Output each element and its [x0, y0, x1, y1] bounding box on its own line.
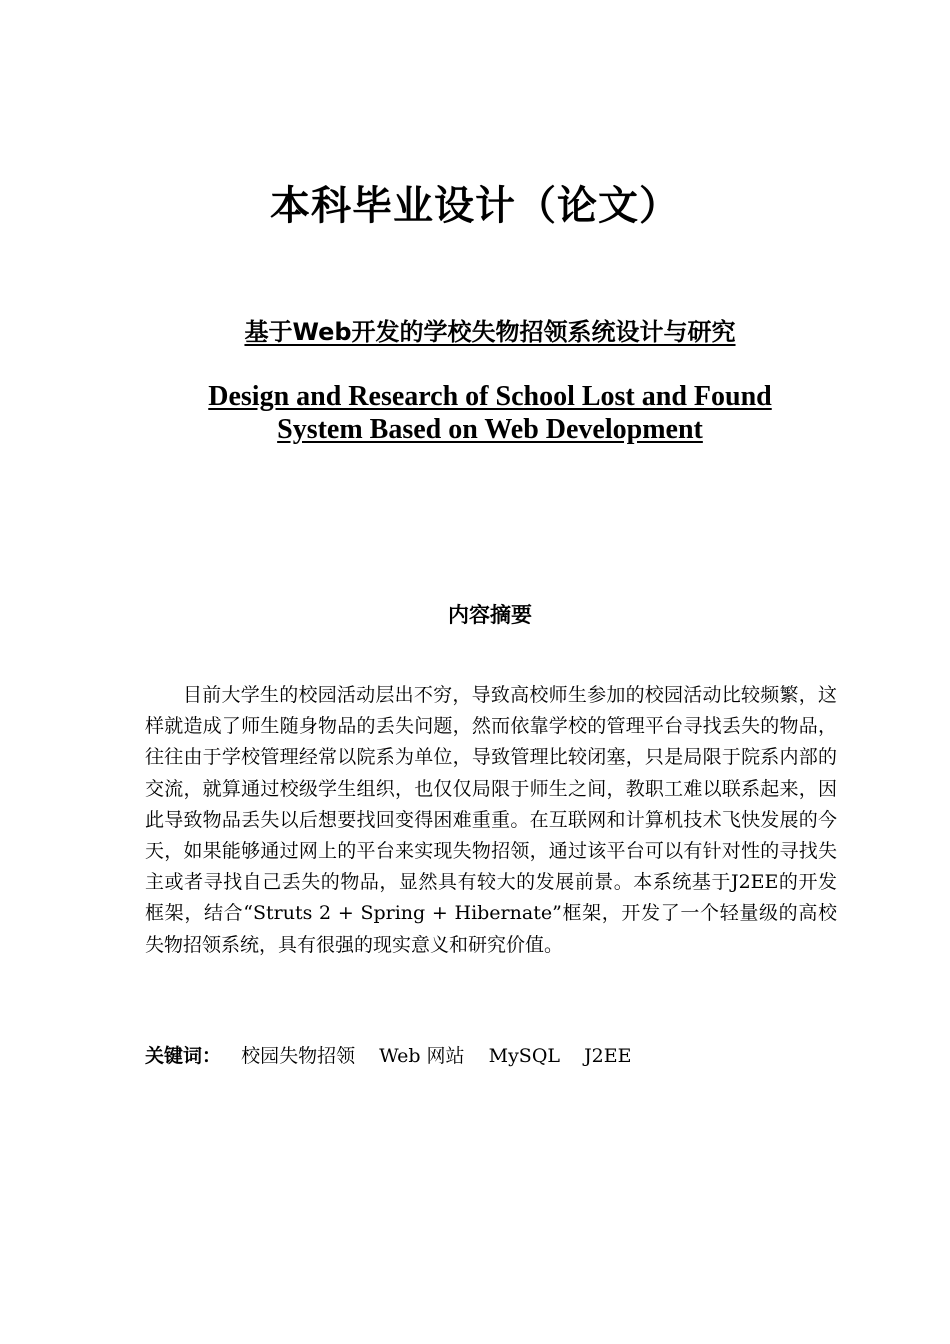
keyword-item: J2EE [584, 1045, 632, 1067]
chinese-thesis-title: 基于Web开发的学校失物招领系统设计与研究 [244, 318, 736, 346]
thesis-type-title: 本科毕业设计（论文） [270, 183, 680, 229]
keywords-line [145, 1040, 837, 1072]
abstract-heading: 内容摘要 [448, 603, 532, 627]
keyword-item: 校园失物招领 [241, 1045, 356, 1067]
abstract-paragraph: 目前大学生的校园活动层出不穷，导致高校师生参加的校园活动比较频繁，这样就造成了师生随身物品的丢失问题，然而依靠学校的管理平台寻找丢失的物品，往往由于学校管理经常以院系为单位，导致管理比较闭塞，只是局限于院系内部的交流，就算通过校级学生组织，也仅仅局限于师生之间，教职工难以联系起来，因此导致物品丢失以后想要找回变得困难重重。在互联网和计算机技术飞快发展的今天，如果能够通过网上的平台来实现失物招领，通过该平台可以有针对性的寻找失主或者寻找自己丢失的物品，显然具有较大的发展前景。本系统基于J2EE的开发框架，结合“Struts 2 + Spring + Hibernate”框架，开发了一个轻量级的高校失物招领系统，具有很强的现实意义和研究价值。 [145, 684, 837, 956]
keyword-item: Web 网站 [379, 1045, 465, 1067]
keywords-label: 关键词： [145, 1045, 222, 1067]
english-title-line-2: System Based on Web Development [277, 414, 703, 445]
keyword-item: MySQL [488, 1045, 561, 1067]
english-thesis-title [160, 380, 820, 446]
english-title-line-1: Design and Research of School Lost and Found [208, 381, 772, 412]
